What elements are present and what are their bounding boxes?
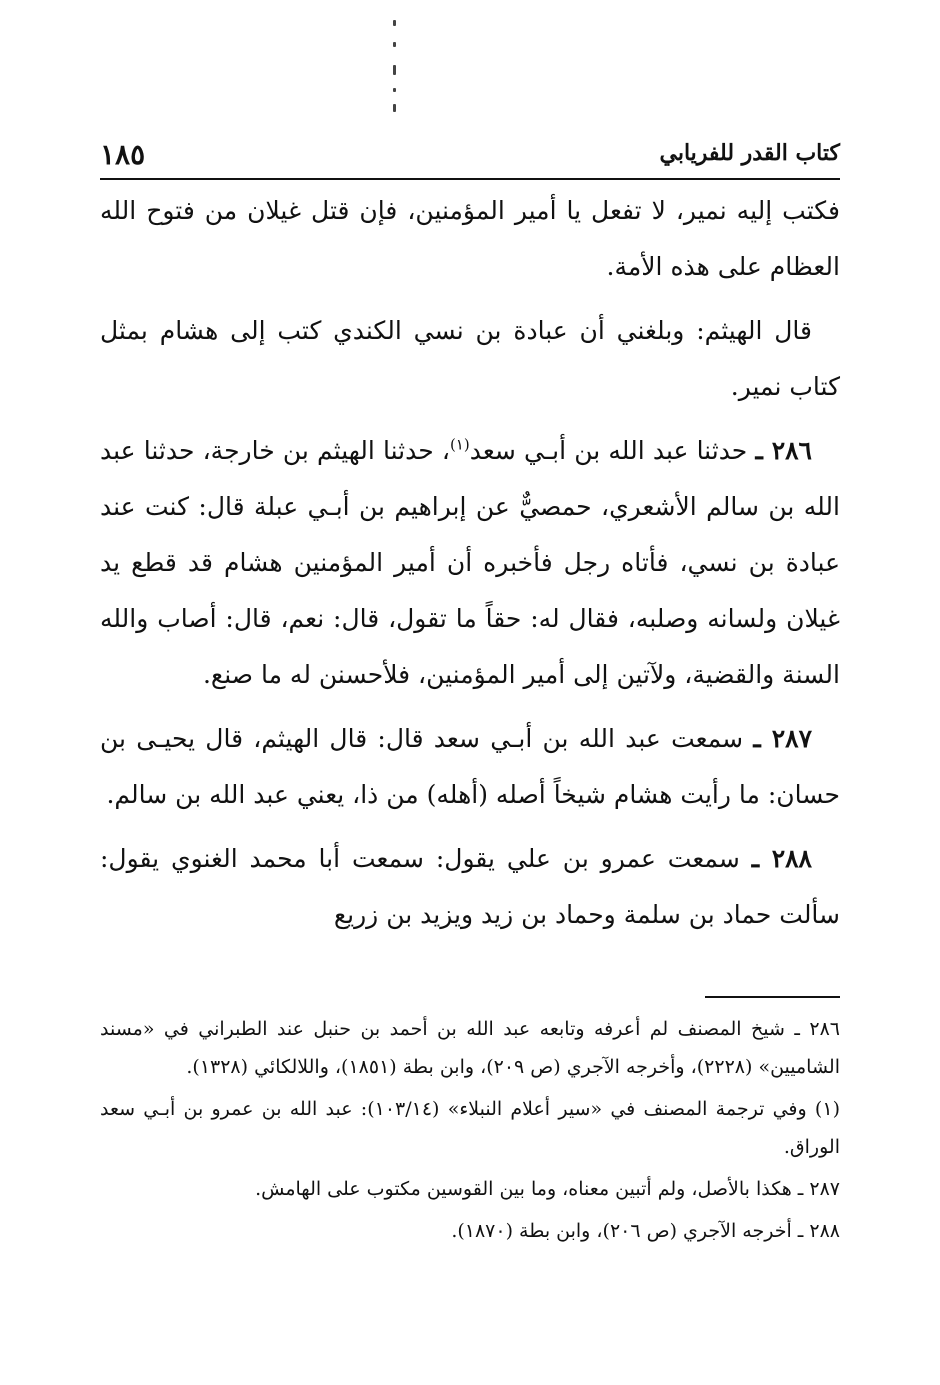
footnote-marker[interactable]: (١)	[449, 435, 470, 454]
footnotes	[100, 1010, 840, 1254]
hadith-286	[100, 423, 840, 703]
main-text	[100, 183, 840, 951]
paragraph: قال الهيثم: وبلغني أن عبادة بن نسي الكندي كتب إلى هشام بمثل كتاب نمير.	[100, 316, 840, 401]
footnote-1: (١) وفي ترجمة المصنف في «سير أعلام النبلاء» (١٠٣/١٤): عبد الله بن عمرو بن أبـي سعد الوراق.	[100, 1098, 840, 1158]
hadith-text: سمعت عبد الله بن أبـي سعد قال: قال الهيثم، قال يحيـى بن حسان: ما رأيت هشام شيخاً أصله (أهله) من ذا، يعني عبد الله بن سالم.	[100, 724, 840, 809]
hadith-text: حدثنا عبد الله بن أبـي سعد	[469, 436, 748, 465]
footnote-divider	[705, 996, 840, 998]
hadith-text: ، حدثنا الهيثم بن خارجة، حدثنا عبد الله بن سالم الأشعري، حمصيٌّ عن إبراهيم بن أبـي عبلة قال: كنت عند عبادة بن نسي، فأتاه رجل فأخبره أن أمير المؤمنين هشام قد قطع يد غيلان ولسانه وصلبه، فقال له: حقاً ما تقول، قال: نعم، قال: أصاب والله السنة والقضية، ولآتين إلى أمير المؤمنين، فلأحسنن له ما صنع.	[100, 436, 840, 689]
hadith-number: ٢٨٨ ـ	[751, 844, 812, 873]
paragraph: فكتب إليه نمير، لا تفعل يا أمير المؤمنين، فإن قتل غيلان من فتوح الله العظام على هذه الأمة.	[100, 196, 840, 281]
hadith-number: ٢٨٦ ـ	[755, 436, 812, 465]
hadith-number: ٢٨٧ ـ	[753, 724, 813, 753]
footnote-286: ٢٨٦ ـ شيخ المصنف لم أعرفه وتابعه عبد الله بن أحمد بن حنبل عند الطبراني في «مسند الشاميين» (٢٢٢٨)، وأخرجه الآجري (ص ٢٠٩)، وابن بطة (١٨٥١)، واللالكائي (١٣٢٨).	[100, 1018, 840, 1078]
page-number: ١٨٥	[100, 138, 146, 171]
book-title: كتاب القدر للفريابي	[659, 140, 840, 166]
hadith-287	[100, 711, 840, 823]
hadith-288	[100, 831, 840, 943]
footnote-287: ٢٨٧ ـ هكذا بالأصل، ولم أتبين معناه، وما بين القوسين مكتوب على الهامش.	[255, 1178, 840, 1200]
footnote-288: ٢٨٨ ـ أخرجه الآجري (ص ٢٠٦)، وابن بطة (١٨٧٠).	[451, 1220, 840, 1242]
hadith-text: سمعت عمرو بن علي يقول: سمعت أبا محمد الغنوي يقول: سألت حماد بن سلمة وحماد بن زيد ويزيد بن زريع	[100, 844, 840, 929]
running-header	[100, 138, 840, 180]
scan-marks	[385, 20, 405, 120]
